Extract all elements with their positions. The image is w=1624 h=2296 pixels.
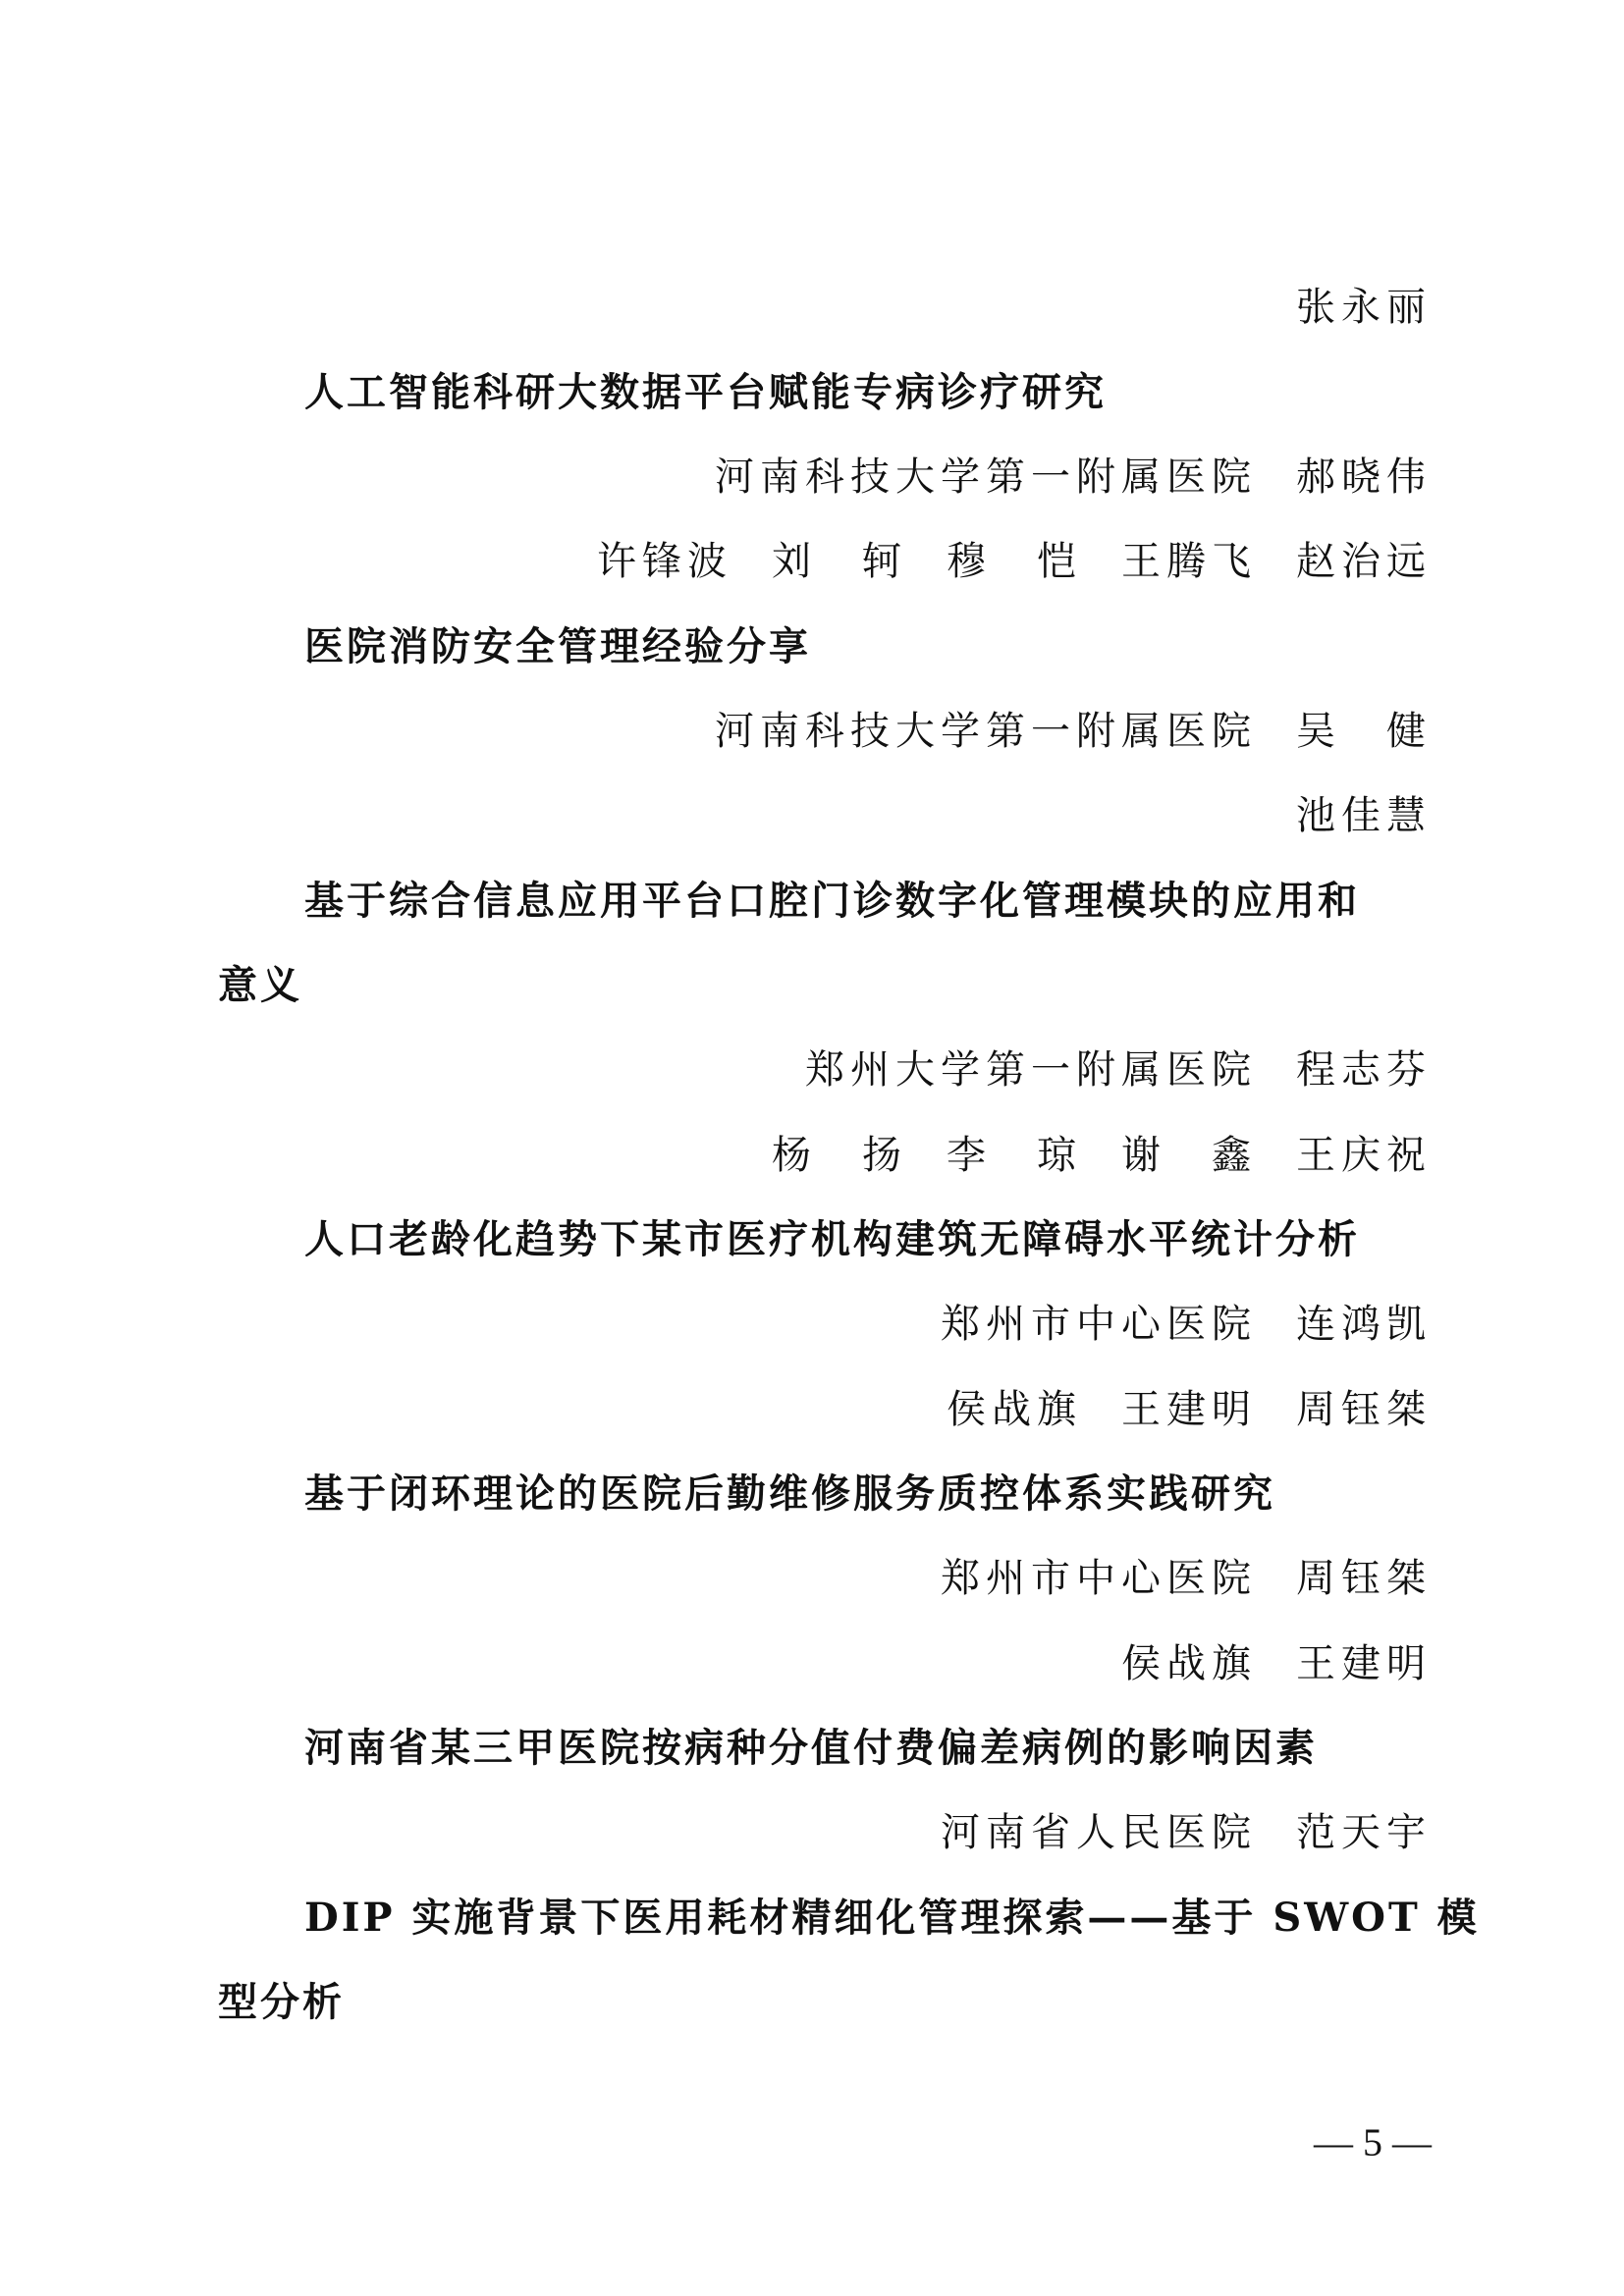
paper-title: 河南省某三甲医院按病种分值付费偏差病例的影响因素 (304, 1725, 1318, 1771)
coauthor: 穆 恺 (947, 539, 1082, 584)
coauthor: 赵治远 (1296, 539, 1432, 584)
institution-line (715, 450, 1432, 505)
paper-title: DIP 实施背景下医用耗材精细化管理探索——基于 SWOT 模 (304, 1895, 1480, 1941)
coauthor: 谢 鑫 (1121, 1133, 1257, 1178)
paper-title-continued: 型分析 (218, 1979, 345, 2025)
institution: 河南省人民医院 (941, 1810, 1257, 1855)
coauthor-line (1296, 788, 1432, 843)
institution: 郑州市中心医院 (941, 1302, 1257, 1347)
coauthor: 杨 扬 (772, 1133, 907, 1178)
coauthor: 许锋波 (597, 539, 732, 584)
first-author: 程志芬 (1296, 1047, 1432, 1093)
coauthor-line (1121, 1636, 1432, 1691)
paper-title: 人工智能科研大数据平台赋能专病诊疗研究 (304, 369, 1107, 415)
paper-title: 人口老龄化趋势下某市医疗机构建筑无障碍水平统计分析 (304, 1216, 1360, 1262)
institution: 河南科技大学第一附属医院 (715, 454, 1257, 500)
coauthor: 池佳慧 (1296, 793, 1432, 838)
first-author: 连鸿凯 (1296, 1302, 1432, 1347)
coauthor: 王建明 (1296, 1641, 1432, 1686)
institution-line (715, 704, 1432, 759)
coauthor: 侯战旗 (947, 1387, 1082, 1432)
paper-title: 基于闭环理论的医院后勤维修服务质控体系实践研究 (304, 1470, 1275, 1517)
coauthor: 刘 轲 (772, 539, 907, 584)
page-number: — 5 — (1314, 2120, 1432, 2164)
first-author: 周钰桀 (1296, 1556, 1432, 1601)
coauthor: 侯战旗 (1121, 1641, 1257, 1686)
institution-line (941, 1297, 1432, 1352)
coauthor-line (772, 1128, 1432, 1183)
institution: 郑州市中心医院 (941, 1556, 1257, 1601)
institution: 河南科技大学第一附属医院 (715, 709, 1257, 754)
institution: 郑州大学第一附属医院 (805, 1047, 1257, 1093)
paper-title: 医院消防安全管理经验分享 (304, 623, 811, 669)
institution-line (941, 1551, 1432, 1606)
paper-title-continued: 意义 (218, 962, 302, 1008)
first-author: 吴 健 (1296, 709, 1432, 754)
coauthor: 周钰桀 (1296, 1387, 1432, 1432)
first-author: 郝晓伟 (1296, 454, 1432, 500)
first-author: 范天宇 (1296, 1810, 1432, 1855)
paper-title: 基于综合信息应用平台口腔门诊数字化管理模块的应用和 (304, 878, 1360, 924)
coauthor: 王庆祝 (1296, 1133, 1432, 1178)
institution-line (805, 1042, 1432, 1097)
coauthor: 王腾飞 (1121, 539, 1257, 584)
coauthor: 李 琼 (947, 1133, 1082, 1178)
coauthor-line (597, 534, 1432, 589)
coauthor-line (947, 1382, 1432, 1437)
coauthor: 王建明 (1121, 1387, 1257, 1432)
institution-line (941, 1805, 1432, 1860)
author-line: 张永丽 (1296, 285, 1432, 330)
